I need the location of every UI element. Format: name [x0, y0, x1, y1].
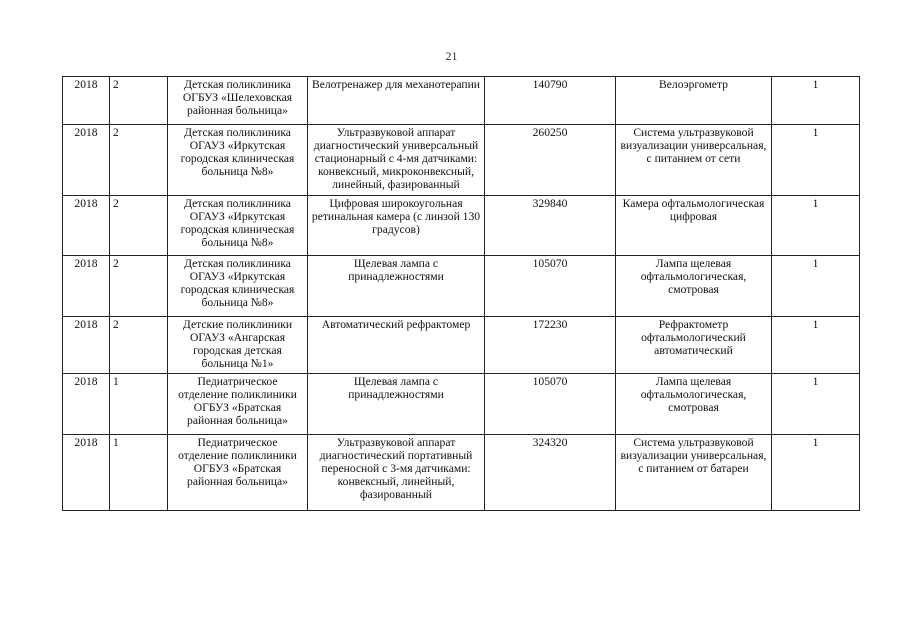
- year-cell: 2018: [63, 374, 110, 435]
- nomenclature-name-cell: Система ультразвуковой визуализации универсальная, с питанием от сети: [616, 125, 772, 196]
- code-cell: 172230: [485, 317, 616, 374]
- equipment-cell: Велотренажер для механотерапии: [308, 77, 485, 125]
- organization-cell: Детская поликлиника ОГАУЗ «Иркутская городская клиническая больница №8»: [168, 196, 308, 256]
- code-cell: 105070: [485, 256, 616, 317]
- page-number: 21: [445, 49, 458, 63]
- count-cell: 1: [772, 196, 860, 256]
- code-cell: 329840: [485, 196, 616, 256]
- equipment-table: [62, 76, 860, 511]
- quantity-cell: 2: [110, 125, 168, 196]
- year-cell: 2018: [63, 256, 110, 317]
- organization-cell: Детские поликлиники ОГАУЗ «Ангарская городская детская больница №1»: [168, 317, 308, 374]
- year-cell: 2018: [63, 435, 110, 511]
- count-cell: 1: [772, 435, 860, 511]
- quantity-cell: 2: [110, 77, 168, 125]
- organization-cell: Педиатрическое отделение поликлиники ОГБУЗ «Братская районная больница»: [168, 374, 308, 435]
- equipment-cell: Ультразвуковой аппарат диагностический универсальный стационарный с 4-мя датчиками: конвексный, микроконвексный, линейный, фазированный: [308, 125, 485, 196]
- count-cell: 1: [772, 125, 860, 196]
- organization-cell: Детская поликлиника ОГАУЗ «Иркутская городская клиническая больница №8»: [168, 125, 308, 196]
- quantity-cell: 2: [110, 196, 168, 256]
- equipment-cell: Цифровая широкоугольная ретинальная камера (с линзой 130 градусов): [308, 196, 485, 256]
- count-cell: 1: [772, 317, 860, 374]
- organization-cell: Детская поликлиника ОГАУЗ «Иркутская городская клиническая больница №8»: [168, 256, 308, 317]
- table-row: [63, 374, 860, 435]
- nomenclature-name-cell: Велоэргометр: [616, 77, 772, 125]
- organization-cell: Педиатрическое отделение поликлиники ОГБУЗ «Братская районная больница»: [168, 435, 308, 511]
- quantity-cell: 2: [110, 256, 168, 317]
- equipment-cell: Автоматический рефрактомер: [308, 317, 485, 374]
- year-cell: 2018: [63, 317, 110, 374]
- table-row: [63, 317, 860, 374]
- nomenclature-name-cell: Рефрактометр офтальмологический автоматический: [616, 317, 772, 374]
- year-cell: 2018: [63, 125, 110, 196]
- year-cell: 2018: [63, 77, 110, 125]
- equipment-cell: Щелевая лампа с принадлежностями: [308, 256, 485, 317]
- nomenclature-name-cell: Камера офтальмологическая цифровая: [616, 196, 772, 256]
- table-row: [63, 256, 860, 317]
- count-cell: 1: [772, 77, 860, 125]
- table-row: [63, 435, 860, 511]
- nomenclature-name-cell: Лампа щелевая офтальмологическая, смотровая: [616, 374, 772, 435]
- code-cell: 140790: [485, 77, 616, 125]
- quantity-cell: 2: [110, 317, 168, 374]
- quantity-cell: 1: [110, 374, 168, 435]
- equipment-cell: Ультразвуковой аппарат диагностический портативный переносной с 3-мя датчиками: конвексный, линейный, фазированный: [308, 435, 485, 511]
- organization-cell: Детская поликлиника ОГБУЗ «Шелеховская районная больница»: [168, 77, 308, 125]
- year-cell: 2018: [63, 196, 110, 256]
- table-row: [63, 196, 860, 256]
- nomenclature-name-cell: Система ультразвуковой визуализации универсальная, с питанием от батареи: [616, 435, 772, 511]
- table-row: [63, 77, 860, 125]
- nomenclature-name-cell: Лампа щелевая офтальмологическая, смотровая: [616, 256, 772, 317]
- code-cell: 260250: [485, 125, 616, 196]
- table-row: [63, 125, 860, 196]
- count-cell: 1: [772, 256, 860, 317]
- table-body: [63, 77, 860, 511]
- code-cell: 105070: [485, 374, 616, 435]
- equipment-cell: Щелевая лампа с принадлежностями: [308, 374, 485, 435]
- code-cell: 324320: [485, 435, 616, 511]
- count-cell: 1: [772, 374, 860, 435]
- quantity-cell: 1: [110, 435, 168, 511]
